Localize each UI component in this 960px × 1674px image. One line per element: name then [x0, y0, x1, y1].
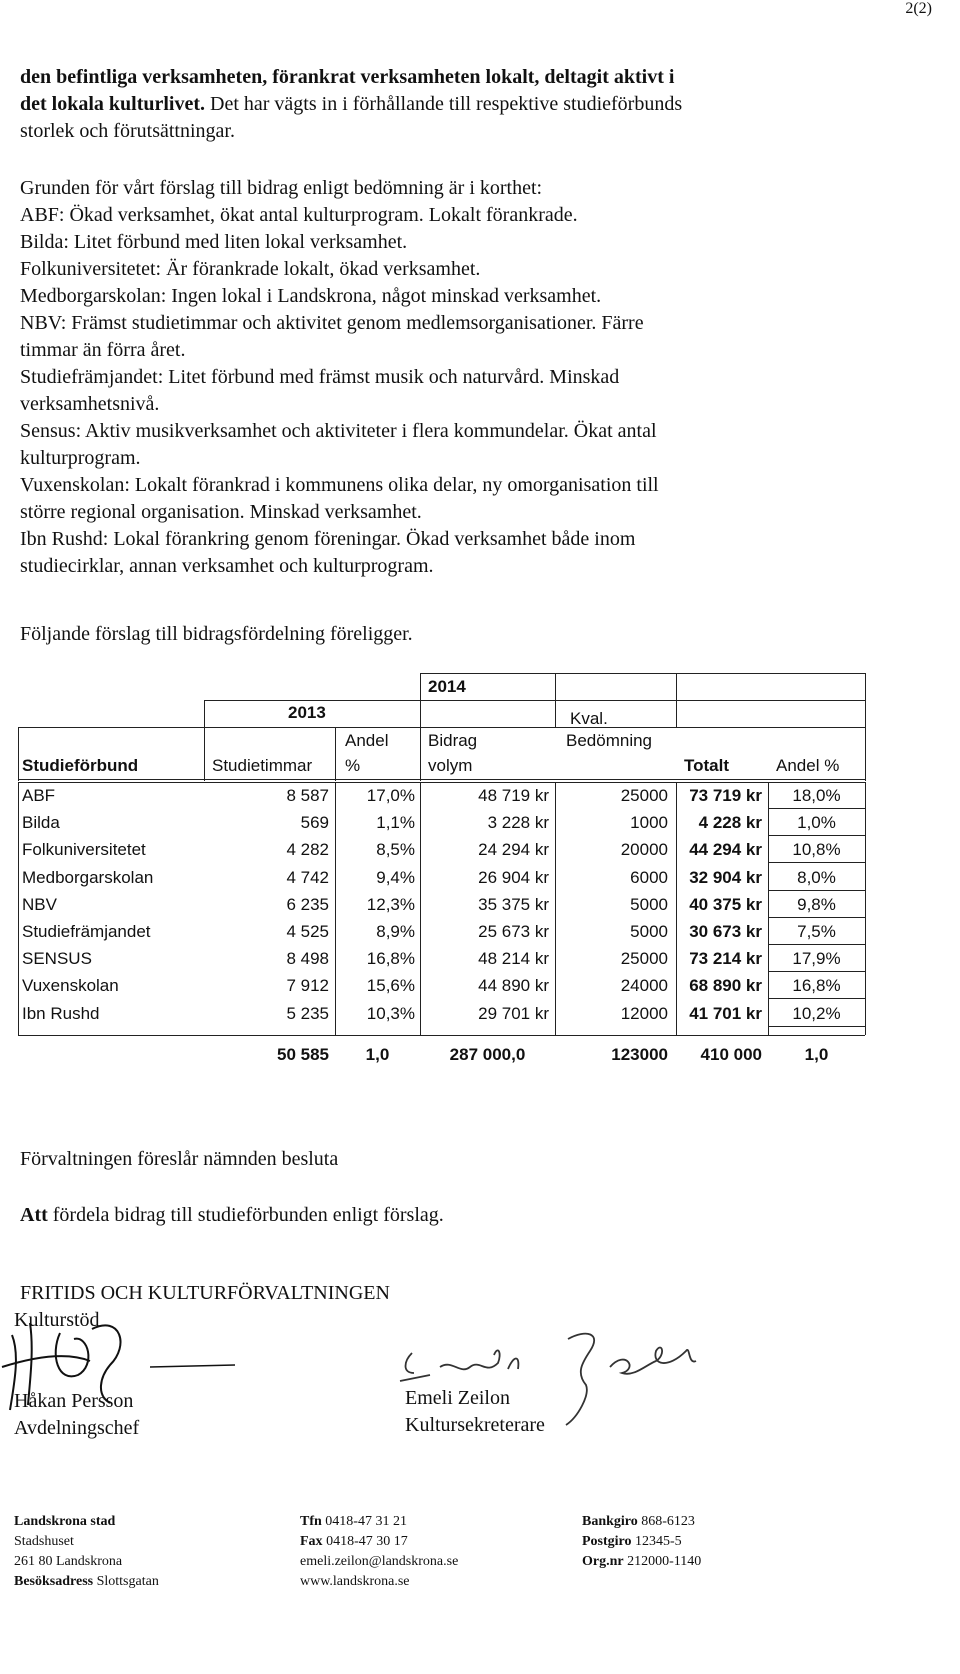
table-cell-timmar: 5 235 [286, 1003, 329, 1023]
table-cell-andel-pct: 8,0% [797, 867, 836, 887]
footer-email[interactable]: emeli.zeilon@landskrona.se [300, 1554, 459, 1569]
andel-underline [768, 998, 865, 999]
table-cell-totalt: 73 719 kr [689, 786, 762, 805]
table-cell-andel-pct: 10,2% [792, 1003, 841, 1023]
table-cell-name: NBV [22, 894, 57, 914]
signer-left-title: Avdelningschef [14, 1417, 140, 1439]
footer-bank [582, 1512, 701, 1572]
decision-text [20, 1202, 920, 1229]
reason-line: Ibn Rushd: Lokal förankring genom föreningar. Ökad verksamhet både inom [20, 528, 636, 550]
table-cell-andel-pct: 7,5% [797, 922, 836, 941]
footer-postgiro-label: Postgiro [582, 1534, 632, 1549]
decision-body: fördela bidrag till studieförbunden enligt förslag. [47, 1204, 444, 1226]
table-cell-andel-pct: 9,8% [797, 894, 836, 914]
table-cell-totalt: 4 228 kr [698, 813, 762, 833]
table-cell-andel: 17,0% [366, 786, 415, 805]
signer-right-title: Kultursekreterare [405, 1414, 545, 1436]
footer-fax-label: Fax [300, 1534, 323, 1549]
reason-line: Vuxenskolan: Lokalt förankrad i kommunens olika delar, ny omorganisation till [20, 474, 659, 496]
footer-orgnr: 212000-1140 [623, 1554, 702, 1569]
office-name: FRITIDS OCH KULTURFÖRVALTNINGEN [20, 1282, 390, 1304]
table-cell-totalt: 68 890 kr [689, 976, 762, 996]
footer-web[interactable]: www.landskrona.se [300, 1574, 410, 1589]
table-cell-kval: 24000 [620, 976, 668, 996]
footer-postal: 261 80 Landskrona [14, 1554, 123, 1569]
table-cell-andel: 1,1% [376, 813, 415, 833]
footer-visit: Slottsgatan [93, 1574, 159, 1589]
total-totalt: 410 000 [700, 1045, 762, 1064]
andel-underline [768, 944, 865, 945]
table-cell-timmar: 7 912 [286, 976, 329, 996]
table-cell-kval: 20000 [620, 840, 668, 860]
table-cell-timmar: 569 [300, 813, 329, 833]
table-cell-andel: 8,5% [376, 840, 415, 860]
table-cell-bidrag: 25 673 kr [478, 922, 549, 941]
footer-fax: 0418-47 30 17 [322, 1534, 408, 1549]
table-cell-andel-pct: 16,8% [792, 976, 841, 996]
signer-left-name: Håkan Persson [14, 1390, 134, 1412]
table-cell-kval: 12000 [620, 1003, 668, 1023]
table-cell-andel: 15,6% [366, 976, 415, 996]
header-totalt: Totalt [684, 756, 730, 775]
table-cell-totalt: 30 673 kr [689, 922, 762, 941]
table-cell-andel: 12,3% [366, 894, 415, 914]
footer-tfn: 0418-47 31 21 [321, 1514, 407, 1529]
table-cell-totalt: 44 294 kr [689, 840, 762, 860]
table-cell-andel-pct: 18,0% [792, 786, 841, 805]
reason-line: Bilda: Litet förbund med liten lokal verksamhet. [20, 231, 408, 253]
table-cell-kval: 1000 [630, 813, 668, 833]
reasons-heading: Grunden för vårt förslag till bidrag enligt bedömning är i korthet: [20, 177, 543, 199]
footer-contact [300, 1512, 458, 1592]
reason-line: NBV: Främst studietimmar och aktivitet genom medlemsorganisationer. Färre [20, 312, 644, 334]
header-andel-total: Andel % [776, 756, 840, 775]
reason-line: Sensus: Aktiv musikverksamhet och aktiviteter i flera kommundelar. Ökat antal [20, 420, 657, 442]
table-cell-bidrag: 48 719 kr [478, 786, 549, 805]
header-studietimmar: Studietimmar [212, 756, 313, 775]
footer-visit-label: Besöksadress [14, 1574, 94, 1589]
table-cell-name: Vuxenskolan [22, 976, 119, 996]
reason-line: verksamhetsnivå. [20, 393, 160, 415]
decision-att: Att [20, 1204, 48, 1226]
table-cell-andel-pct: 1,0% [797, 813, 836, 833]
table-cell-timmar: 4 742 [286, 867, 329, 887]
header-andel-pct: % [345, 756, 361, 775]
andel-underline [768, 835, 865, 836]
header-bedomning: Bedömning [566, 731, 653, 750]
footer-address [14, 1512, 159, 1592]
table-cell-kval: 25000 [620, 949, 668, 969]
footer-bankgiro-label: Bankgiro [582, 1514, 638, 1529]
table-cell-totalt: 40 375 kr [689, 894, 762, 914]
andel-underline [768, 971, 865, 972]
reason-line: Folkuniversitetet: Är förankrade lokalt, ökad verksamhet. [20, 258, 481, 280]
total-bidrag: 287 000,0 [449, 1045, 526, 1064]
footer-postgiro: 12345-5 [631, 1534, 682, 1549]
andel-underline [768, 1026, 865, 1027]
footer-bankgiro: 868-6123 [637, 1514, 695, 1529]
table-cell-andel: 16,8% [366, 949, 415, 969]
table-cell-bidrag: 35 375 kr [478, 894, 549, 914]
table-cell-name: ABF [22, 786, 56, 805]
table-cell-bidrag: 44 890 kr [478, 976, 549, 996]
total-kval: 123000 [611, 1045, 668, 1064]
table-cell-totalt: 73 214 kr [689, 949, 762, 969]
footer-city: Landskrona stad [14, 1514, 116, 1529]
intro-line2: Det har vägts in i förhållande till respektive studieförbunds [205, 93, 683, 115]
allocation-table [18, 673, 865, 1068]
header-year-2014: 2014 [428, 677, 466, 696]
table-cell-andel: 8,9% [376, 922, 415, 941]
table-cell-timmar: 8 498 [286, 949, 329, 969]
table-cell-name: Medborgarskolan [22, 867, 154, 887]
reason-line: ABF: Ökad verksamhet, ökat antal kulturprogram. Lokalt förankrade. [20, 204, 578, 226]
footer-tfn-label: Tfn [300, 1514, 322, 1529]
table-cell-andel: 9,4% [376, 867, 415, 887]
andel-underline [768, 917, 865, 918]
reason-line: timmar än förra året. [20, 339, 186, 361]
table-cell-name: SENSUS [22, 949, 92, 969]
table-cell-kval: 5000 [630, 922, 668, 941]
signer-right-name: Emeli Zeilon [405, 1387, 510, 1409]
header-volym: volym [428, 756, 473, 775]
table-cell-name: Studiefrämjandet [22, 922, 151, 941]
page-number: 2(2) [905, 0, 932, 17]
table-cell-bidrag: 24 294 kr [478, 840, 549, 860]
table-cell-bidrag: 3 228 kr [487, 813, 549, 833]
footer-orgnr-label: Org.nr [582, 1554, 624, 1569]
header-andel: Andel [345, 731, 389, 750]
reason-line: studiecirklar, annan verksamhet och kulturprogram. [20, 555, 434, 577]
header-kval: Kval. [570, 709, 608, 728]
reasons-section [20, 175, 920, 580]
table-cell-totalt: 32 904 kr [689, 867, 762, 887]
header-studieforbund: Studieförbund [22, 756, 139, 775]
intro-paragraph [20, 64, 920, 145]
table-cell-andel-pct: 10,8% [792, 840, 841, 860]
reason-line: större regional organisation. Minskad verksamhet. [20, 501, 422, 523]
table-cell-timmar: 6 235 [286, 894, 329, 914]
header-bidrag: Bidrag [428, 731, 478, 750]
signature-left [0, 1305, 240, 1415]
table-cell-totalt: 41 701 kr [689, 1003, 762, 1023]
header-year-2013: 2013 [288, 703, 326, 722]
signer-left-unit: Kulturstöd [14, 1309, 100, 1331]
andel-underline [768, 862, 865, 863]
table-cell-andel: 10,3% [366, 1003, 415, 1023]
decision-intro: Förvaltningen föreslår nämnden besluta [20, 1148, 339, 1170]
intro-line2-bold: det lokala kulturlivet. [20, 93, 206, 115]
intro-line3: storlek och förutsättningar. [20, 120, 235, 142]
table-cell-bidrag: 26 904 kr [478, 867, 549, 887]
table-cell-name: Ibn Rushd [22, 1003, 100, 1023]
table-cell-bidrag: 48 214 kr [478, 949, 549, 969]
table-cell-timmar: 4 282 [286, 840, 329, 860]
table-cell-bidrag: 29 701 kr [478, 1003, 549, 1023]
table-cell-name: Folkuniversitetet [22, 840, 146, 860]
reason-line: kulturprogram. [20, 447, 141, 469]
table-cell-andel-pct: 17,9% [792, 949, 841, 969]
table-cell-timmar: 4 525 [286, 922, 329, 941]
intro-line1: den befintliga verksamheten, förankrat verksamheten lokalt, deltagit aktivt i [20, 66, 675, 88]
table-cell-timmar: 8 587 [286, 786, 329, 805]
total-timmar: 50 585 [277, 1045, 329, 1064]
reason-line: Studiefrämjandet: Litet förbund med främst musik och naturvård. Minskad [20, 366, 620, 388]
reason-line: Medborgarskolan: Ingen lokal i Landskrona, något minskad verksamhet. [20, 285, 602, 307]
table-cell-kval: 25000 [620, 786, 668, 805]
total-andel: 1,0 [365, 1045, 390, 1064]
footer-building: Stadshuset [14, 1534, 74, 1549]
signature-right [390, 1325, 730, 1435]
table-cell-name: Bilda [22, 813, 60, 833]
proposal-text: Följande förslag till bidragsfördelning föreligger. [20, 623, 413, 645]
table-cell-kval: 6000 [630, 867, 668, 887]
total-andel-pct: 1,0 [804, 1045, 829, 1064]
andel-underline [768, 890, 865, 891]
table-cell-kval: 5000 [630, 894, 668, 914]
andel-underline [768, 808, 865, 809]
